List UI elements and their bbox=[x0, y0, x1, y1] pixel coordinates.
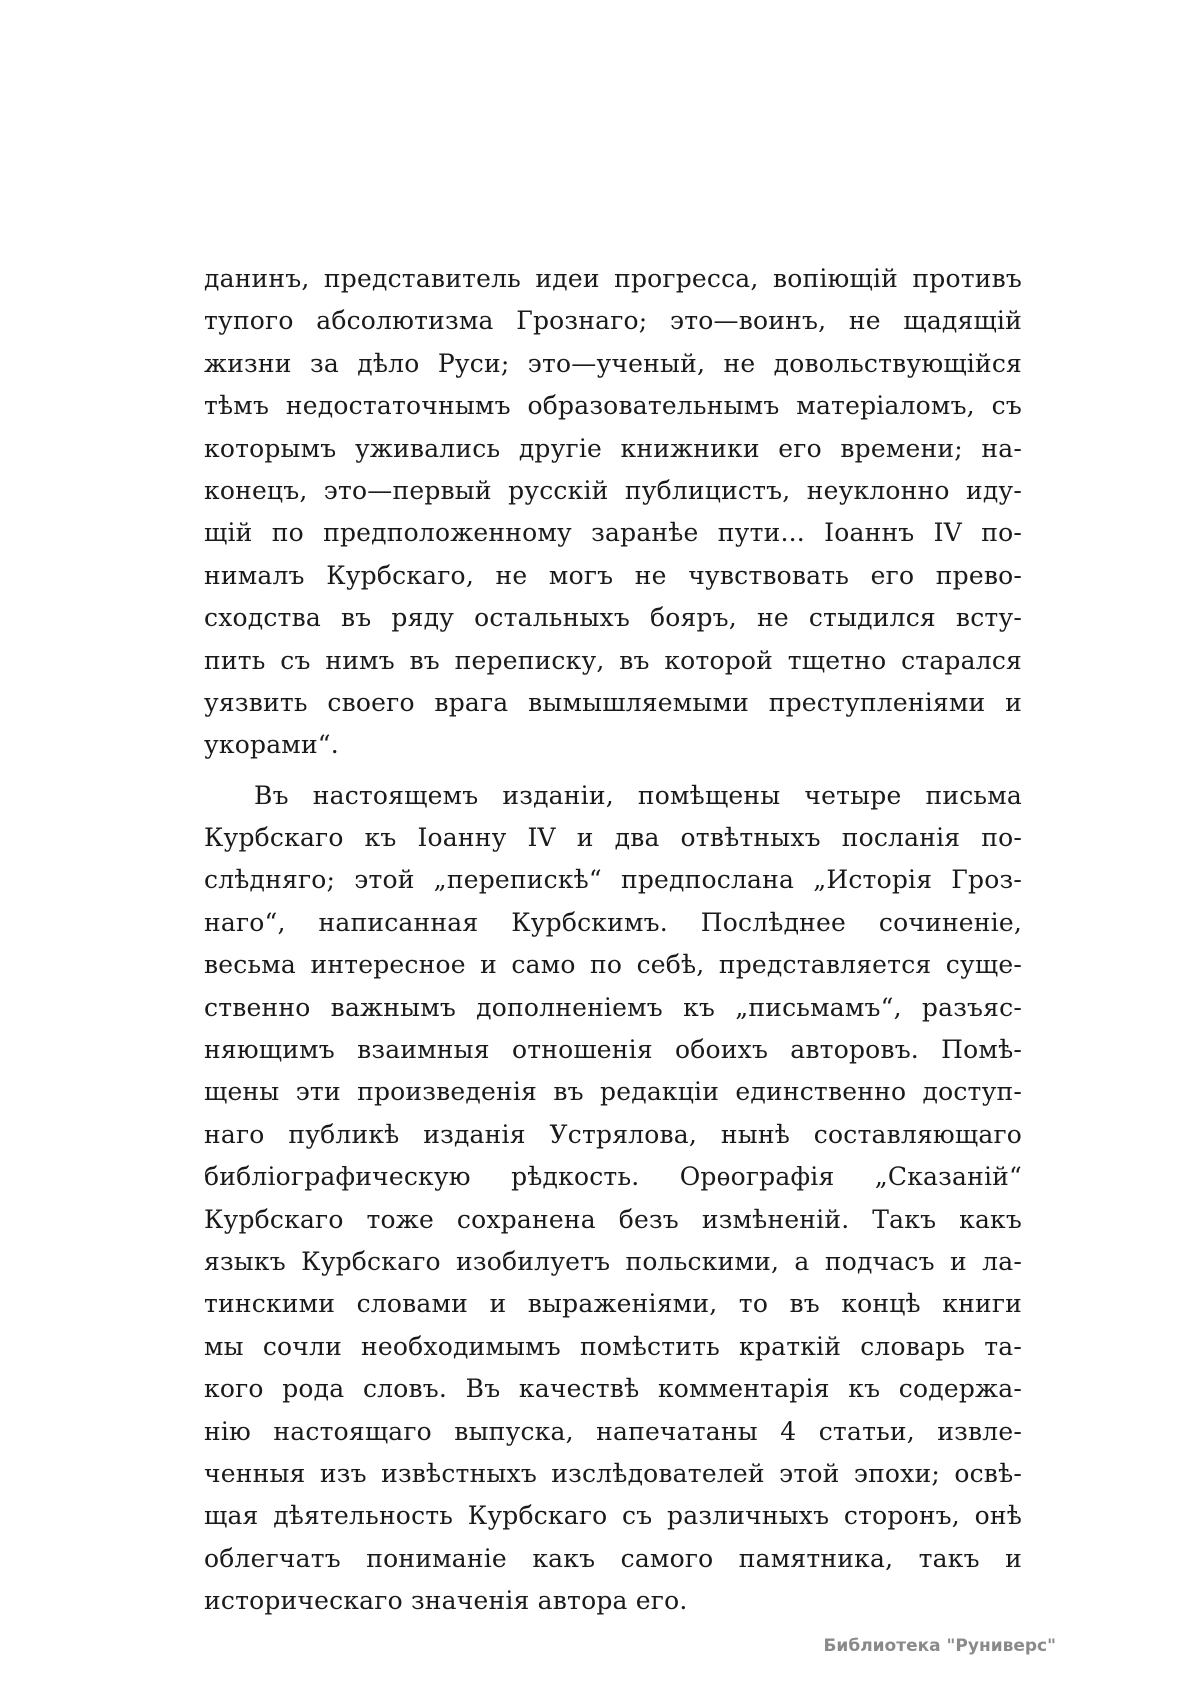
text-line: пить съ нимъ въ переписку, въ которой тщетно старался bbox=[204, 645, 1022, 675]
text-line: нію настоящаго выпуска, напечатаны 4 статьи, извле- bbox=[204, 1416, 1022, 1446]
text-line: конецъ, это—первый русскій публицистъ, неуклонно иду- bbox=[204, 475, 1022, 505]
text-line: тупого абсолютизма Грознаго; это—воинъ, не щадящій bbox=[204, 306, 1022, 336]
text-line: которымъ уживались другіе книжники его времени; на- bbox=[204, 433, 1022, 463]
paragraph-2 bbox=[204, 775, 1022, 1623]
text-line: сходства въ ряду остальныхъ бояръ, не стыдился всту- bbox=[204, 603, 1022, 633]
text-line: языкъ Курбскаго изобилуетъ польскими, а подчасъ и ла- bbox=[204, 1246, 1022, 1276]
paragraph-gap bbox=[204, 767, 1022, 775]
text-line: тинскими словами и выраженіями, то въ концѣ книги bbox=[204, 1289, 1022, 1319]
body-text bbox=[204, 258, 1022, 1623]
library-watermark: Библиотека "Руниверс" bbox=[823, 1636, 1056, 1656]
text-line: облегчатъ пониманіе какъ самого памятника, такъ и bbox=[204, 1543, 1022, 1573]
text-line: тѣмъ недостаточнымъ образовательнымъ матеріаломъ, съ bbox=[204, 391, 1022, 421]
text-line: щены эти произведенія въ редакціи единственно доступ- bbox=[204, 1077, 1022, 1107]
text-line: слѣдняго; этой „перепискѣ“ предпослана „Исторія Гроз- bbox=[204, 865, 1022, 895]
text-line: наго“, написанная Курбскимъ. Послѣднее сочиненіе, bbox=[204, 907, 1022, 937]
text-line: весьма интересное и само по себѣ, представляется суще- bbox=[204, 950, 1022, 980]
text-line: няющимъ взаимныя отношенія обоихъ авторовъ. Помѣ- bbox=[204, 1035, 1022, 1065]
text-line: мы сочли необходимымъ помѣстить краткій словарь та- bbox=[204, 1331, 1022, 1361]
text-line: укорами“. bbox=[204, 730, 339, 760]
text-line: Курбскаго къ Іоанну IV и два отвѣтныхъ посланія по- bbox=[204, 823, 1022, 853]
text-line: Курбскаго тоже сохранена безъ измѣненій. Такъ какъ bbox=[204, 1204, 1022, 1234]
text-line: кого рода словъ. Въ качествѣ комментарія къ содержа- bbox=[204, 1374, 1022, 1404]
paragraph-1 bbox=[204, 258, 1022, 767]
text-line: данинъ, представитель идеи прогресса, вопіющій противъ bbox=[204, 264, 1022, 293]
text-line: щій по предположенному заранѣе пути... Іоаннъ IV по- bbox=[204, 518, 1022, 548]
text-line: ственно важнымъ дополненіемъ къ „письмамъ“, разъяс- bbox=[204, 992, 1022, 1022]
text-line: уязвить своего врага вымышляемыми преступленіями и bbox=[204, 687, 1022, 717]
text-line: нималъ Курбскаго, не могъ не чувствовать его прево- bbox=[204, 560, 1022, 590]
text-line: жизни за дѣло Руси; это—ученый, не довольствующійся bbox=[204, 348, 1022, 378]
text-line: библіографическую рѣдкость. Орѳографія „Сказаній“ bbox=[204, 1162, 1022, 1192]
text-line: историческаго значенія автора его. bbox=[204, 1586, 688, 1616]
text-line: наго публикѣ изданія Устрялова, нынѣ составляющаго bbox=[204, 1119, 1022, 1149]
text-line: Въ настоящемъ изданіи, помѣщены четыре письма bbox=[254, 780, 1022, 810]
text-line: ченныя изъ извѣстныхъ изслѣдователей этой эпохи; освѣ- bbox=[204, 1458, 1022, 1488]
text-line: щая дѣятельность Курбскаго съ различныхъ сторонъ, онѣ bbox=[204, 1501, 1022, 1531]
